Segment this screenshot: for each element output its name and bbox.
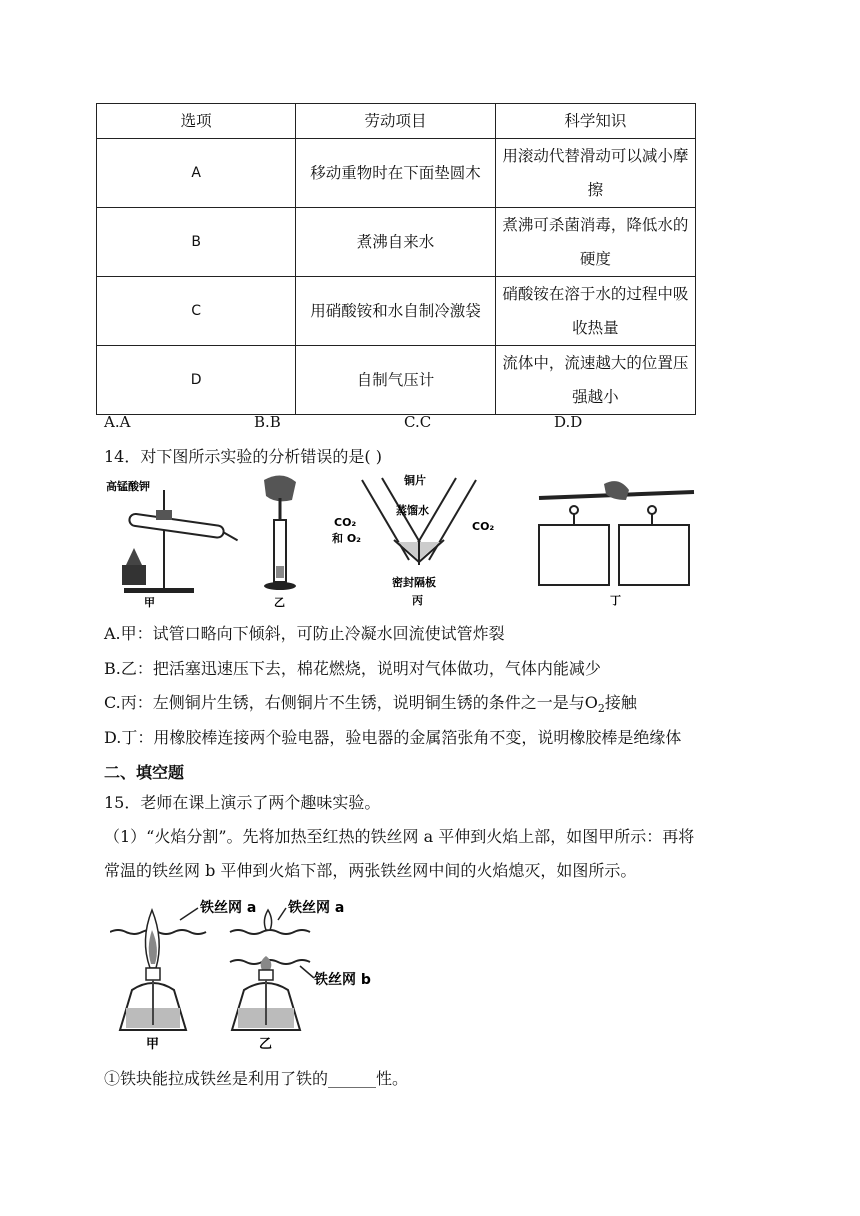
row-project: 移动重物时在下面垫圆木	[296, 139, 495, 208]
label-15-yi: 乙	[259, 1037, 273, 1052]
answer-choice-b: B.B	[254, 413, 281, 431]
question-15-paragraph-2: 常温的铁丝网 b 平伸到火焰下部，两张铁丝网中间的火焰熄灭，如图所示。	[104, 861, 637, 880]
table-header-row	[97, 104, 696, 139]
label-bing: 丙	[412, 594, 423, 607]
label-mesh-a-1: 铁丝网 a	[200, 900, 257, 916]
row-project: 用硝酸铵和水自制冷激袋	[296, 277, 495, 346]
question-14-stem: 14．对下图所示实验的分析错误的是( )	[104, 447, 382, 466]
option-c-text: C.丙：左侧铜片生锈，右侧铜片不生锈，说明铜生锈的条件之一是与	[104, 693, 585, 712]
label-copper: 铜片	[404, 474, 426, 487]
figure-yi	[264, 475, 296, 609]
label-yi: 乙	[274, 596, 285, 609]
option-c-subscript: 2	[597, 702, 605, 716]
answer-choice-d: D.D	[554, 413, 583, 431]
label-co2-o2-a: CO₂	[334, 516, 357, 529]
figure-jia	[106, 479, 239, 609]
figure-bing	[332, 473, 494, 607]
option-c-formula: O	[584, 693, 598, 712]
question-14-option-a: A.甲：试管口略向下倾斜，可防止冷凝水回流使试管炸裂	[104, 624, 505, 643]
question-15-paragraph-1: （1）“火焰分割”。先将加热至红热的铁丝网 a 平伸到火焰上部，如图甲所示：再将	[104, 827, 695, 846]
table-row	[97, 277, 696, 346]
row-project: 自制气压计	[296, 346, 495, 415]
question-14-option-c	[104, 690, 637, 715]
question-15-stem: 15．老师在课上演示了两个趣味实验。	[104, 793, 381, 812]
label-partition: 密封隔板	[392, 576, 436, 589]
row-knowledge: 流体中，流速越大的位置压强越小	[495, 346, 695, 415]
row-option: C	[97, 277, 296, 346]
option-c-tail: 接触	[604, 693, 637, 712]
row-project: 煮沸自来水	[296, 208, 495, 277]
row-knowledge: 用滚动代替滑动可以减小摩擦	[495, 139, 695, 208]
label-water: 蒸馏水	[396, 504, 429, 517]
question-14-option-d: D.丁：用橡胶棒连接两个验电器，验电器的金属箔张角不变，说明橡胶棒是绝缘体	[104, 728, 682, 747]
label-jia: 甲	[144, 596, 155, 609]
flame-figure-15	[110, 890, 410, 1055]
figure-ding	[539, 481, 694, 607]
label-mesh-b: 铁丝网 b	[314, 972, 371, 988]
section-title: 二、填空题	[104, 763, 185, 782]
label-mesh-a-2: 铁丝网 a	[288, 900, 345, 916]
label-co2-o2-b: 和 O₂	[332, 532, 361, 545]
label-kmno4: 高锰酸钾	[106, 480, 150, 493]
options-table	[96, 103, 696, 415]
row-knowledge: 煮沸可杀菌消毒，降低水的硬度	[495, 208, 695, 277]
label-15-jia: 甲	[146, 1037, 160, 1052]
answer-choice-a: A.A	[104, 413, 131, 431]
table-row	[97, 139, 696, 208]
header-project: 劳动项目	[296, 104, 495, 139]
table-row	[97, 346, 696, 415]
row-option: A	[97, 139, 296, 208]
table-row	[97, 208, 696, 277]
row-knowledge: 硝酸铵在溶于水的过程中吸收热量	[495, 277, 695, 346]
answer-choice-c: C.C	[404, 413, 432, 431]
label-co2: CO₂	[472, 520, 495, 533]
row-option: B	[97, 208, 296, 277]
label-ding: 丁	[610, 594, 621, 607]
header-knowledge: 科学知识	[495, 104, 695, 139]
experiment-figure-14	[104, 470, 704, 610]
row-option: D	[97, 346, 296, 415]
figure-15-yi	[230, 899, 371, 1052]
question-15-sub-1: ①铁块能拉成铁丝是利用了铁的______性。	[104, 1069, 409, 1088]
question-14-option-b: B.乙：把活塞迅速压下去，棉花燃烧，说明对气体做功，气体内能减少	[104, 659, 601, 678]
header-option: 选项	[97, 104, 296, 139]
